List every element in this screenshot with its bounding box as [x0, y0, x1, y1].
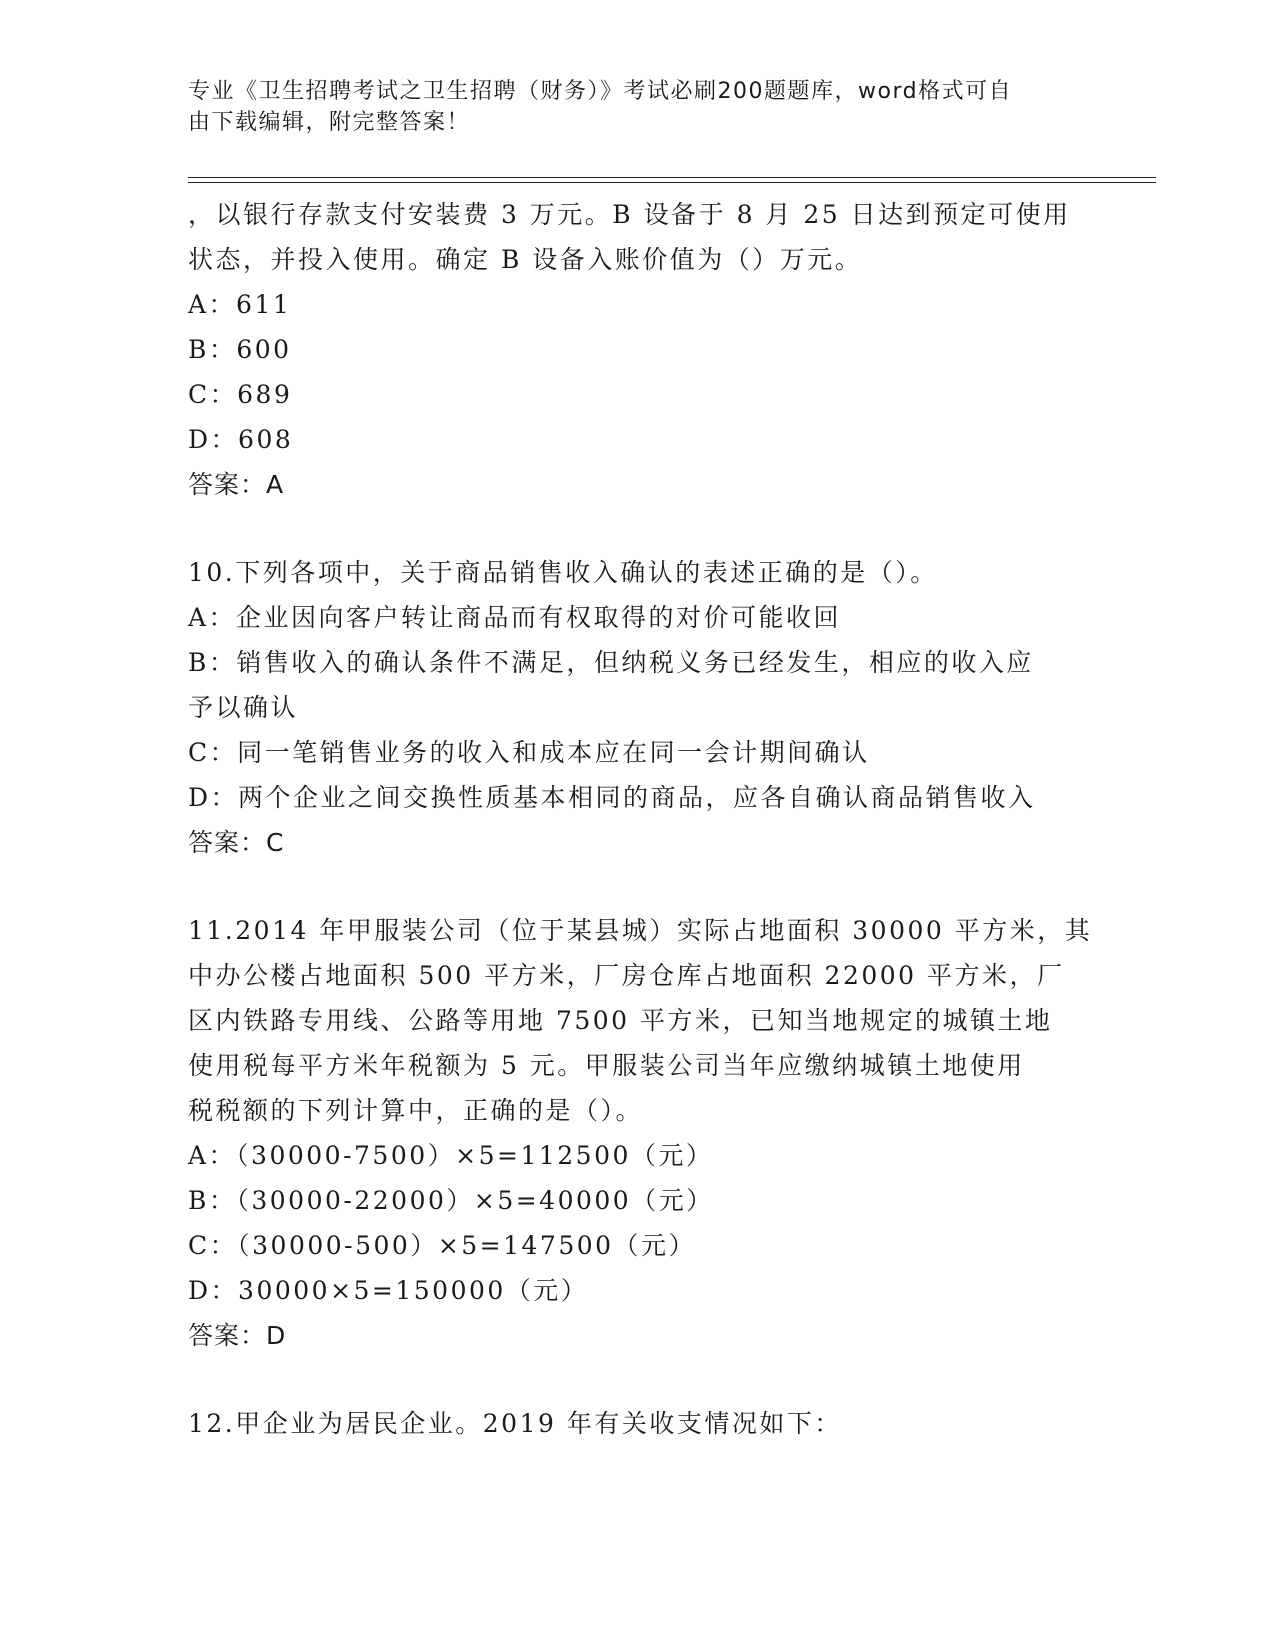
option-b: B：600	[188, 335, 292, 364]
question-text: 中办公楼占地面积 500 平方米，厂房仓库占地面积 22000 平方米，厂	[188, 961, 1065, 990]
header-line-1: 专业《卫生招聘考试之卫生招聘（财务）》考试必刷200题题库，word格式可自	[188, 79, 1013, 104]
option-b-continued: 予以确认	[188, 693, 299, 722]
header-divider-bottom	[188, 182, 1156, 183]
option-c: C：同一笔销售业务的收入和成本应在同一会计期间确认	[188, 738, 870, 767]
question-list	[188, 192, 1093, 1446]
question-10	[188, 550, 1088, 865]
option-c: C：689	[188, 380, 293, 409]
question-text: ，以银行存款支付安装费 3 万元。B 设备于 8 月 25 日达到预定可使用	[188, 200, 1071, 229]
question-text: 区内铁路专用线、公路等用地 7500 平方米，已知当地规定的城镇土地	[188, 1006, 1053, 1035]
answer-label: 答案：D	[188, 1321, 287, 1350]
header-line-2: 由下载编辑，附完整答案！	[188, 110, 471, 135]
option-a: A：企业因向客户转让商品而有权取得的对价可能收回	[188, 603, 842, 632]
header-divider-top	[188, 177, 1156, 178]
spacer	[188, 865, 1088, 908]
option-d: D：30000×5=150000（元）	[188, 1276, 589, 1305]
option-a: A：611	[188, 290, 292, 319]
spacer	[188, 1358, 1088, 1401]
question-text: 状态，并投入使用。确定 B 设备入账价值为（）万元。	[188, 245, 863, 274]
document-header	[188, 76, 1088, 138]
question-text: 使用税每平方米年税额为 5 元。甲服装公司当年应缴纳城镇土地使用	[188, 1051, 1025, 1080]
question-text: 10.下列各项中，关于商品销售收入确认的表述正确的是（）。	[188, 558, 938, 587]
spacer	[188, 507, 1088, 550]
answer-label: 答案：C	[188, 828, 285, 857]
question-text: 11.2014 年甲服装公司（位于某县城）实际占地面积 30000 平方米，其	[188, 916, 1093, 945]
question-9	[188, 192, 1088, 507]
option-c: C：（30000-500）×5=147500（元）	[188, 1231, 697, 1260]
option-d: D：608	[188, 425, 294, 454]
question-11	[188, 908, 1093, 1358]
option-a: A：（30000-7500）×5=112500（元）	[188, 1141, 714, 1170]
question-12	[188, 1401, 1088, 1446]
option-b: B：销售收入的确认条件不满足，但纳税义务已经发生，相应的收入应	[188, 648, 1034, 677]
question-text: 税税额的下列计算中，正确的是（）。	[188, 1096, 644, 1125]
answer-label: 答案：A	[188, 470, 285, 499]
option-d: D：两个企业之间交换性质基本相同的商品，应各自确认商品销售收入	[188, 783, 1036, 812]
question-text: 12.甲企业为居民企业。2019 年有关收支情况如下：	[188, 1409, 842, 1438]
option-b: B：（30000-22000）×5=40000（元）	[188, 1186, 714, 1215]
